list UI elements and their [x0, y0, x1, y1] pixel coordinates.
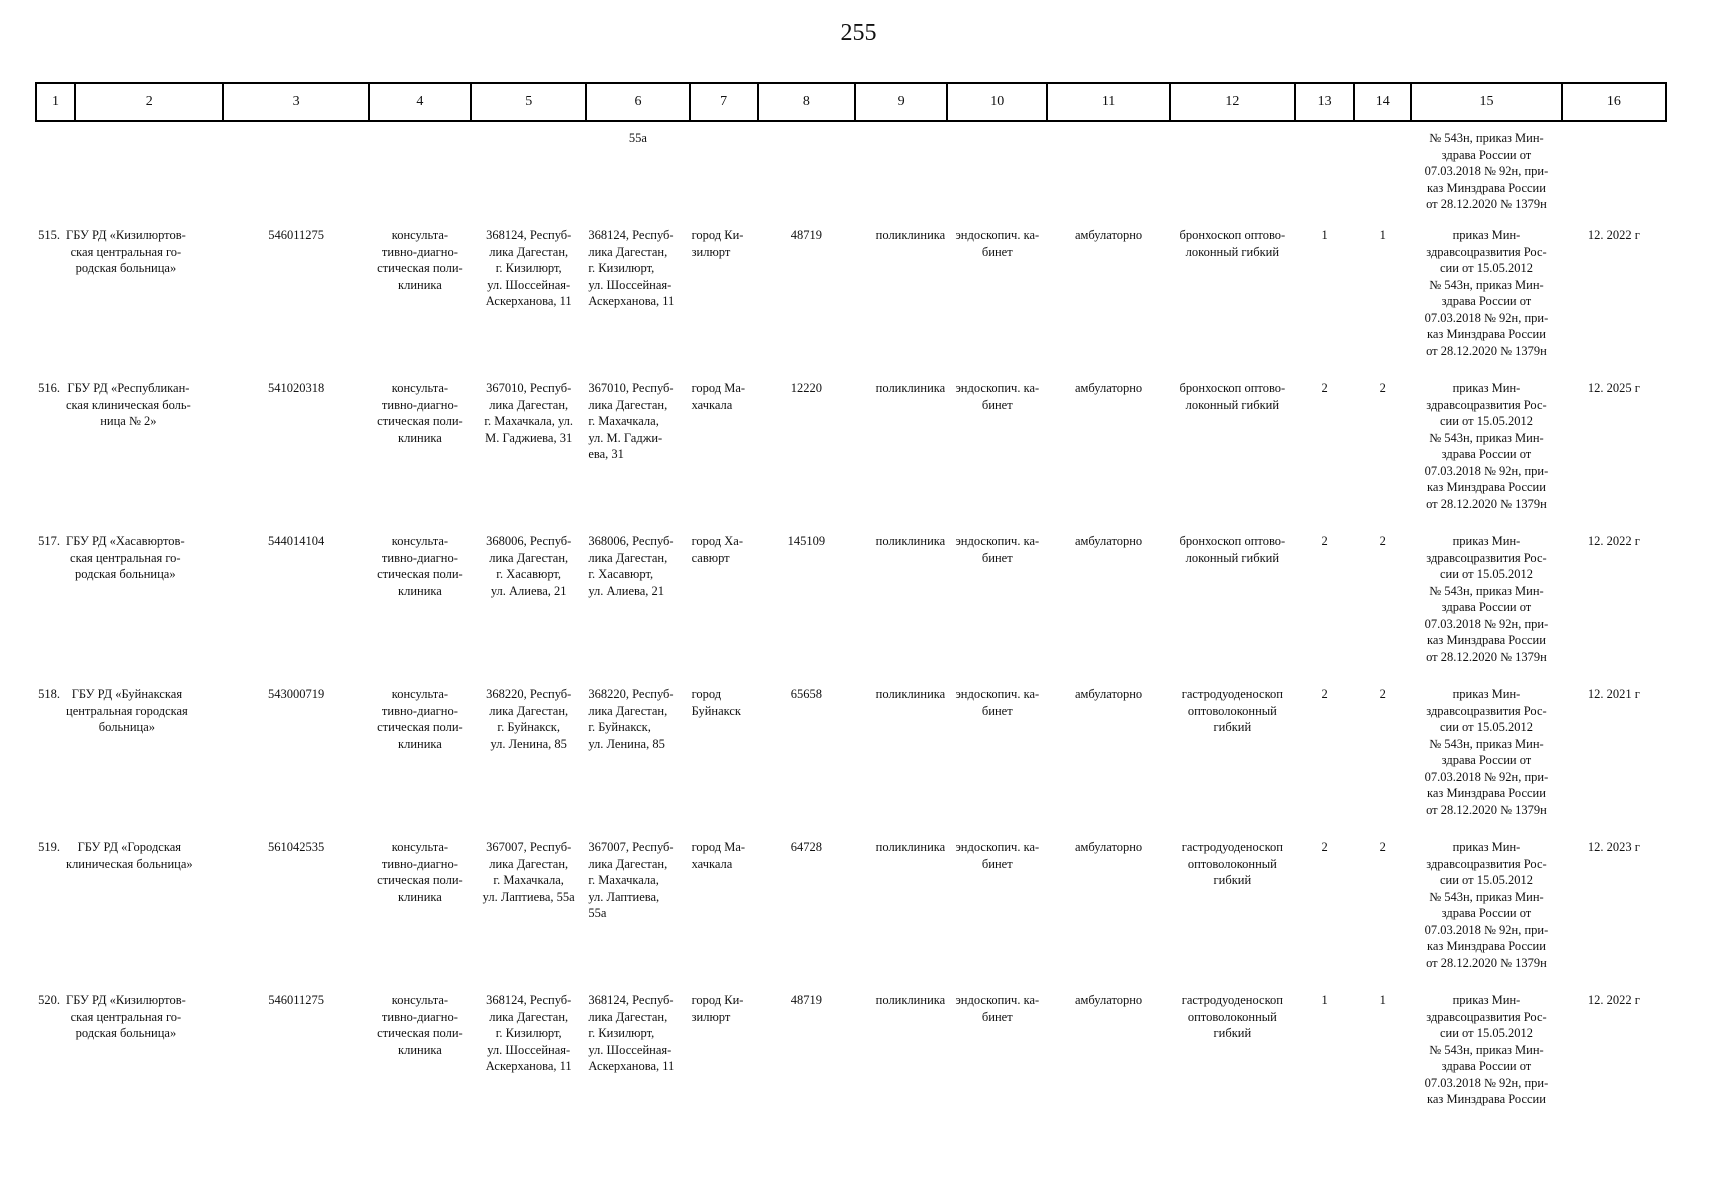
settlement: город Ки- зилюрт — [691, 228, 744, 259]
continued-address: 55а — [628, 131, 647, 145]
legal-basis: приказ Мин- здравсоцразвития Рос- сии от 15.05.2012 № 543н, приказ Мин- здрава России от 07.03.2018 № 92н, при- каз Минздрава России — [1424, 993, 1549, 1106]
col-header: 4 — [369, 83, 471, 121]
legal-address: 368220, Респуб- лика Дагестан, г. Буйнакск, ул. Ленина, 85 — [486, 687, 572, 751]
registry-code: 561042535 — [268, 840, 325, 854]
continued-legal-basis: № 543н, приказ Мин- здрава России от 07.03.2018 № 92н, при- каз Минздрава России от 28.12.2020 № 1379н — [1424, 131, 1549, 211]
row-org-cell — [36, 838, 223, 991]
care-mode: амбулаторно — [1074, 228, 1143, 242]
equipment-name: гастродуоденоскоп оптоволоконный гибкий — [1181, 993, 1283, 1040]
equipment-name: бронхоскоп оптово- локонный гибкий — [1179, 228, 1286, 259]
legal-basis: приказ Мин- здравсоцразвития Рос- сии от 15.05.2012 № 543н, приказ Мин- здрава России от 07.03.2018 № 92н, при- каз Минздрава России от 28.12.2020 № 1379н — [1424, 381, 1549, 511]
population: 12220 — [790, 381, 822, 395]
col-header: 2 — [75, 83, 223, 121]
settlement: город Ки- зилюрт — [691, 993, 744, 1024]
population: 48719 — [790, 993, 822, 1007]
replacement-date: 12. 2022 г — [1587, 993, 1640, 1007]
quantity-required: 2 — [1321, 840, 1328, 854]
unit-name: поликлиника — [875, 840, 946, 854]
settlement: город Ма- хачкала — [691, 840, 746, 871]
replacement-date: 12. 2021 г — [1587, 687, 1640, 701]
col-header: 13 — [1295, 83, 1354, 121]
legal-basis: приказ Мин- здравсоцразвития Рос- сии от 15.05.2012 № 543н, приказ Мин- здрава России от 07.03.2018 № 92н, при- каз Минздрава России от 28.12.2020 № 1379н — [1424, 687, 1549, 817]
equipment-name: бронхоскоп оптово- локонный гибкий — [1179, 534, 1286, 565]
row-org-cell — [36, 532, 223, 685]
row-number: 520. — [38, 993, 60, 1007]
unit-name: поликлиника — [875, 687, 946, 701]
quantity-available: 2 — [1379, 687, 1386, 701]
table-row — [36, 838, 1666, 991]
organization-name: ГБУ РД «Хасавюртов- ская центральная го- родская больница» — [66, 534, 185, 581]
page-number: 255 — [840, 20, 877, 46]
legal-basis: приказ Мин- здравсоцразвития Рос- сии от 15.05.2012 № 543н, приказ Мин- здрава России от 07.03.2018 № 92н, при- каз Минздрава России от 28.12.2020 № 1379н — [1424, 534, 1549, 664]
organization-name: ГБУ РД «Республикан- ская клиническая боль- ница № 2» — [66, 381, 191, 428]
table-row — [36, 379, 1666, 532]
legal-address: 367010, Респуб- лика Дагестан, г. Махачкала, ул. М. Гаджиева, 31 — [484, 381, 574, 445]
population: 64728 — [790, 840, 822, 854]
table-row — [36, 226, 1666, 379]
room-name: эндоскопич. ка- бинет — [955, 534, 1040, 565]
unit-name: поликлиника — [875, 381, 946, 395]
table-row — [36, 532, 1666, 685]
col-header: 12 — [1170, 83, 1295, 121]
col-header: 8 — [758, 83, 855, 121]
header-row — [36, 83, 1666, 121]
quantity-available: 2 — [1379, 534, 1386, 548]
replacement-date: 12. 2022 г — [1587, 228, 1640, 242]
room-name: эндоскопич. ка- бинет — [955, 840, 1040, 871]
table-row — [36, 991, 1666, 1132]
facility-type: консульта- тивно-диагно- стическая поли- клиника — [377, 993, 463, 1057]
registry-code: 546011275 — [268, 993, 325, 1007]
facility-type: консульта- тивно-диагно- стическая поли- клиника — [377, 840, 463, 904]
quantity-required: 2 — [1321, 534, 1328, 548]
actual-address: 368124, Респуб- лика Дагестан, г. Кизилюрт, ул. Шоссейная- Аскерханова, 11 — [588, 228, 675, 308]
row-org-cell — [36, 379, 223, 532]
settlement: город Ха- савюрт — [691, 534, 744, 565]
replacement-date: 12. 2025 г — [1587, 381, 1640, 395]
col-header: 9 — [855, 83, 947, 121]
registry-table — [35, 82, 1667, 1132]
unit-name: поликлиника — [875, 228, 946, 242]
equipment-name: бронхоскоп оптово- локонный гибкий — [1179, 381, 1286, 412]
quantity-available: 2 — [1379, 840, 1386, 854]
organization-name: ГБУ РД «Городская клиническая больница» — [66, 840, 193, 871]
col-header: 14 — [1354, 83, 1411, 121]
quantity-available: 2 — [1379, 381, 1386, 395]
col-header: 11 — [1047, 83, 1169, 121]
row-org-cell — [36, 991, 223, 1132]
care-mode: амбулаторно — [1074, 840, 1143, 854]
col-header: 7 — [690, 83, 758, 121]
legal-address: 368124, Респуб- лика Дагестан, г. Кизилюрт, ул. Шоссейная- Аскерханова, 11 — [485, 228, 572, 308]
room-name: эндоскопич. ка- бинет — [955, 228, 1040, 259]
col-header: 6 — [586, 83, 689, 121]
facility-type: консульта- тивно-диагно- стическая поли- клиника — [377, 534, 463, 598]
population: 145109 — [787, 534, 826, 548]
population: 65658 — [790, 687, 822, 701]
room-name: эндоскопич. ка- бинет — [955, 687, 1040, 718]
replacement-date: 12. 2023 г — [1587, 840, 1640, 854]
care-mode: амбулаторно — [1074, 381, 1143, 395]
row-number: 519. — [38, 840, 60, 854]
quantity-required: 1 — [1321, 228, 1328, 242]
actual-address: 368220, Респуб- лика Дагестан, г. Буйнакск, ул. Ленина, 85 — [588, 687, 674, 751]
row-number: 517. — [38, 534, 60, 548]
settlement: город Ма- хачкала — [691, 381, 746, 412]
facility-type: консульта- тивно-диагно- стическая поли- клиника — [377, 381, 463, 445]
quantity-available: 1 — [1379, 228, 1386, 242]
row-number: 516. — [38, 381, 60, 395]
row-number: 515. — [38, 228, 60, 242]
actual-address: 368124, Респуб- лика Дагестан, г. Кизилюрт, ул. Шоссейная- Аскерханова, 11 — [588, 993, 675, 1073]
care-mode: амбулаторно — [1074, 993, 1143, 1007]
legal-basis: приказ Мин- здравсоцразвития Рос- сии от 15.05.2012 № 543н, приказ Мин- здрава России от 07.03.2018 № 92н, при- каз Минздрава России от 28.12.2020 № 1379н — [1424, 228, 1549, 358]
quantity-required: 1 — [1321, 993, 1328, 1007]
legal-address: 367007, Респуб- лика Дагестан, г. Махачкала, ул. Лаптиева, 55а — [482, 840, 575, 904]
row-number: 518. — [38, 687, 60, 701]
col-header: 16 — [1562, 83, 1666, 121]
population: 48719 — [790, 228, 822, 242]
actual-address: 368006, Респуб- лика Дагестан, г. Хасавюрт, ул. Алиева, 21 — [588, 534, 674, 598]
col-header: 1 — [36, 83, 75, 121]
col-header: 15 — [1411, 83, 1561, 121]
registry-code: 543000719 — [268, 687, 325, 701]
replacement-date: 12. 2022 г — [1587, 534, 1640, 548]
legal-basis: приказ Мин- здравсоцразвития Рос- сии от 15.05.2012 № 543н, приказ Мин- здрава России от 07.03.2018 № 92н, при- каз Минздрава России от 28.12.2020 № 1379н — [1424, 840, 1549, 970]
settlement: город Буйнакск — [691, 687, 742, 718]
actual-address: 367010, Респуб- лика Дагестан, г. Махачкала, ул. М. Гаджи- ева, 31 — [588, 381, 674, 461]
organization-name: ГБУ РД «Буйнакская центральная городская больница» — [66, 687, 188, 734]
room-name: эндоскопич. ка- бинет — [955, 381, 1040, 412]
legal-address: 368006, Респуб- лика Дагестан, г. Хасавюрт, ул. Алиева, 21 — [486, 534, 572, 598]
equipment-name: гастродуоденоскоп оптоволоконный гибкий — [1181, 687, 1283, 734]
actual-address: 367007, Респуб- лика Дагестан, г. Махачкала, ул. Лаптиева, 55а — [588, 840, 674, 920]
care-mode: амбулаторно — [1074, 687, 1143, 701]
col-header: 5 — [471, 83, 586, 121]
care-mode: амбулаторно — [1074, 534, 1143, 548]
registry-code: 546011275 — [268, 228, 325, 242]
facility-type: консульта- тивно-диагно- стическая поли- клиника — [377, 687, 463, 751]
row-org-cell — [36, 226, 223, 379]
organization-name: ГБУ РД «Кизилюртов- ская центральная го- родская больница» — [66, 228, 186, 275]
quantity-required: 2 — [1321, 687, 1328, 701]
col-header: 10 — [947, 83, 1047, 121]
legal-address: 368124, Респуб- лика Дагестан, г. Кизилюрт, ул. Шоссейная- Аскерханова, 11 — [485, 993, 572, 1073]
table-row — [36, 685, 1666, 838]
equipment-name: гастродуоденоскоп оптоволоконный гибкий — [1181, 840, 1283, 887]
registry-code: 541020318 — [268, 381, 325, 395]
registry-code: 544014104 — [268, 534, 325, 548]
continuation-row — [36, 121, 1666, 226]
quantity-required: 2 — [1321, 381, 1328, 395]
room-name: эндоскопич. ка- бинет — [955, 993, 1040, 1024]
quantity-available: 1 — [1379, 993, 1386, 1007]
organization-name: ГБУ РД «Кизилюртов- ская центральная го- родская больница» — [66, 993, 186, 1040]
row-org-cell — [36, 685, 223, 838]
unit-name: поликлиника — [875, 993, 946, 1007]
unit-name: поликлиника — [875, 534, 946, 548]
col-header: 3 — [223, 83, 368, 121]
facility-type: консульта- тивно-диагно- стическая поли- клиника — [377, 228, 463, 292]
